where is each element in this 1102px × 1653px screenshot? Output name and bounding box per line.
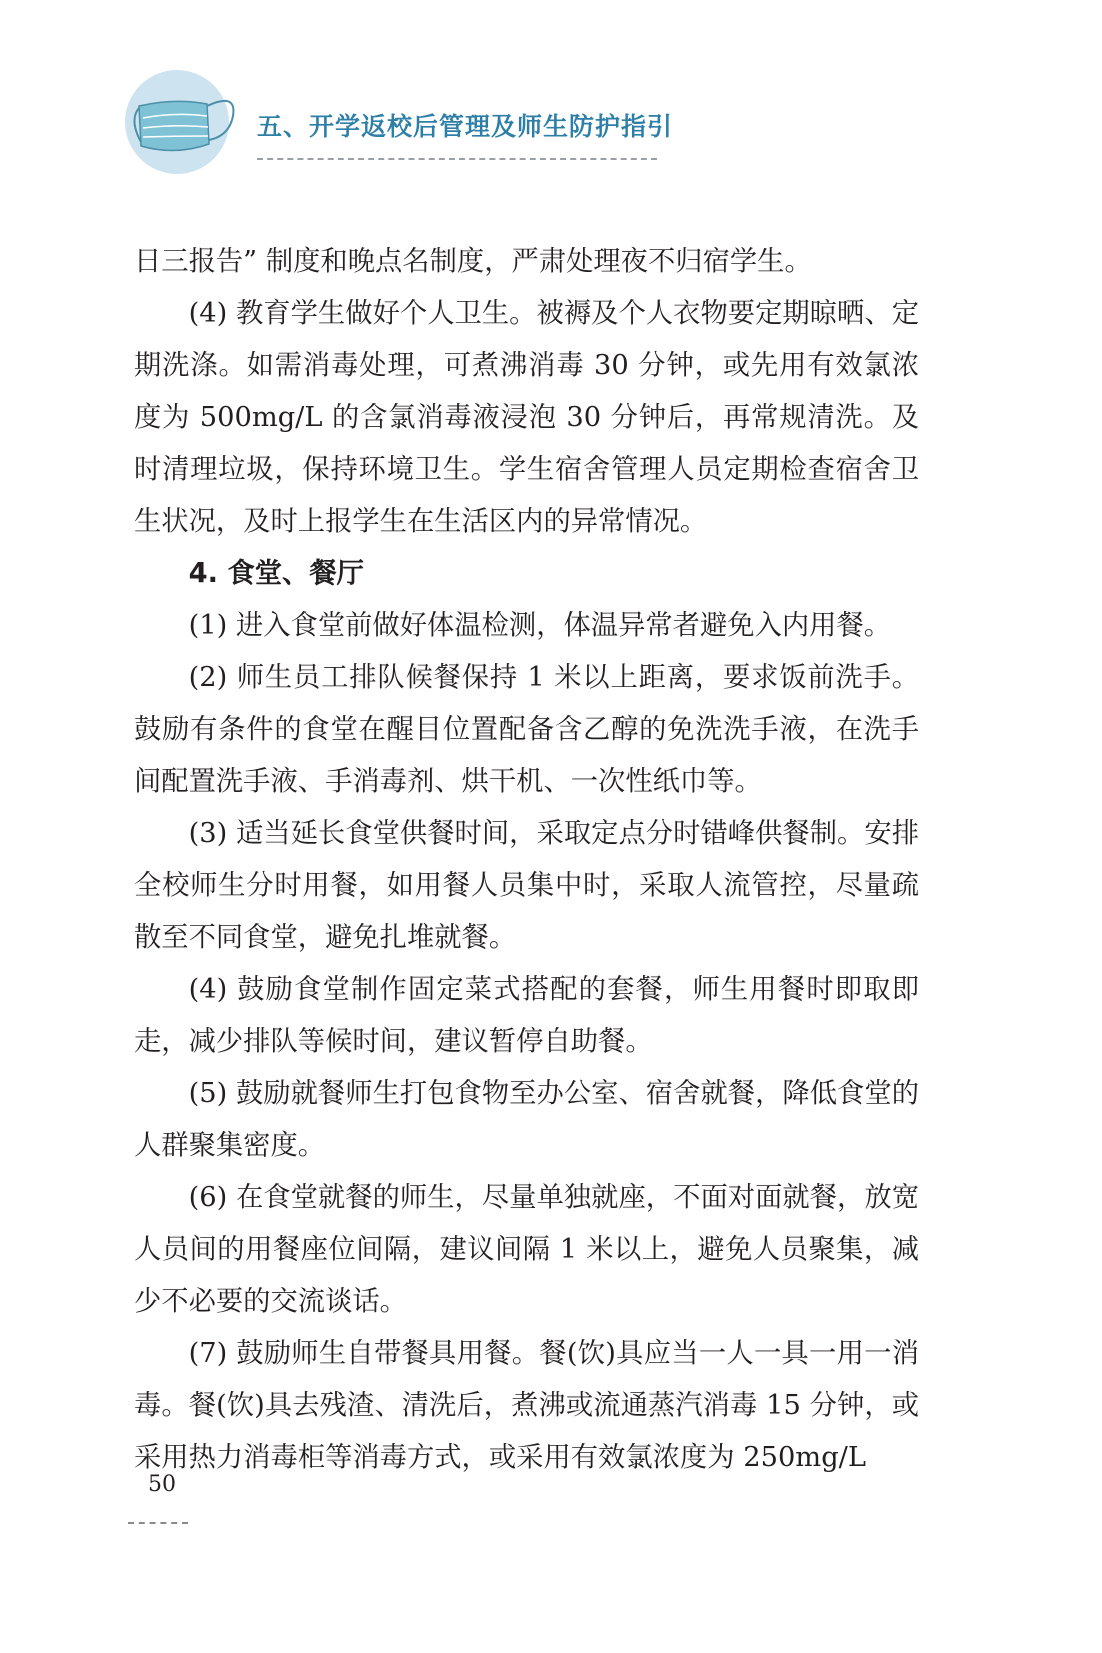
- paragraph: (2) 师生员工排队候餐保持 1 米以上距离，要求饭前洗手。鼓励有条件的食堂在醒目位置配备含乙醇的免洗洗手液，在洗手间配置洗手液、手消毒剂、烘干机、一次性纸巾等。: [134, 662, 919, 797]
- paragraph: (1) 进入食堂前做好体温检测，体温异常者避免入内用餐。: [188, 610, 892, 641]
- paragraph: (6) 在食堂就餐的师生，尽量单独就座，不面对面就餐，放宽人员间的用餐座位间隔，建议间隔 1 米以上，避免人员聚集，减少不必要的交流谈话。: [134, 1182, 919, 1317]
- paragraph: (4) 鼓励食堂制作固定菜式搭配的套餐，师生用餐时即取即走，减少排队等候时间，建议暂停自助餐。: [134, 974, 919, 1057]
- section-heading: 4. 食堂、餐厅: [188, 558, 364, 589]
- paragraph: (4) 教育学生做好个人卫生。被褥及个人衣物要定期晾晒、定期洗涤。如需消毒处理，可煮沸消毒 30 分钟，或先用有效氯浓度为 500mg/L 的含氯消毒液浸泡 30 分钟后，再常规清洗。及时清理垃圾，保持环境卫生。学生宿舍管理人员定期检查宿舍卫生状况，及时上报学生在生活区内的异常情况。: [134, 298, 919, 537]
- paragraph: (5) 鼓励就餐师生打包食物至办公室、宿舍就餐，降低食堂的人群聚集密度。: [134, 1078, 919, 1161]
- footer-divider: [128, 1522, 188, 1524]
- page-number: 50: [148, 1472, 176, 1497]
- paragraph: 日三报告” 制度和晚点名制度，严肃处理夜不归宿学生。: [134, 246, 812, 277]
- paragraph: (7) 鼓励师生自带餐具用餐。餐(饮)具应当一人一具一用一消毒。餐(饮)具去残渣、清洗后，煮沸或流通蒸汽消毒 15 分钟，或采用热力消毒柜等消毒方式，或采用有效氯浓度为 250mg/L: [134, 1338, 919, 1473]
- header-divider: [257, 158, 657, 160]
- chapter-title: 五、开学返校后管理及师生防护指引: [257, 112, 674, 141]
- face-mask-icon: [125, 70, 245, 175]
- body-text: [134, 236, 919, 1484]
- page-header: [0, 0, 1102, 200]
- paragraph: (3) 适当延长食堂供餐时间，采取定点分时错峰供餐制。安排全校师生分时用餐，如用餐人员集中时，采取人流管控，尽量疏散至不同食堂，避免扎堆就餐。: [134, 818, 919, 953]
